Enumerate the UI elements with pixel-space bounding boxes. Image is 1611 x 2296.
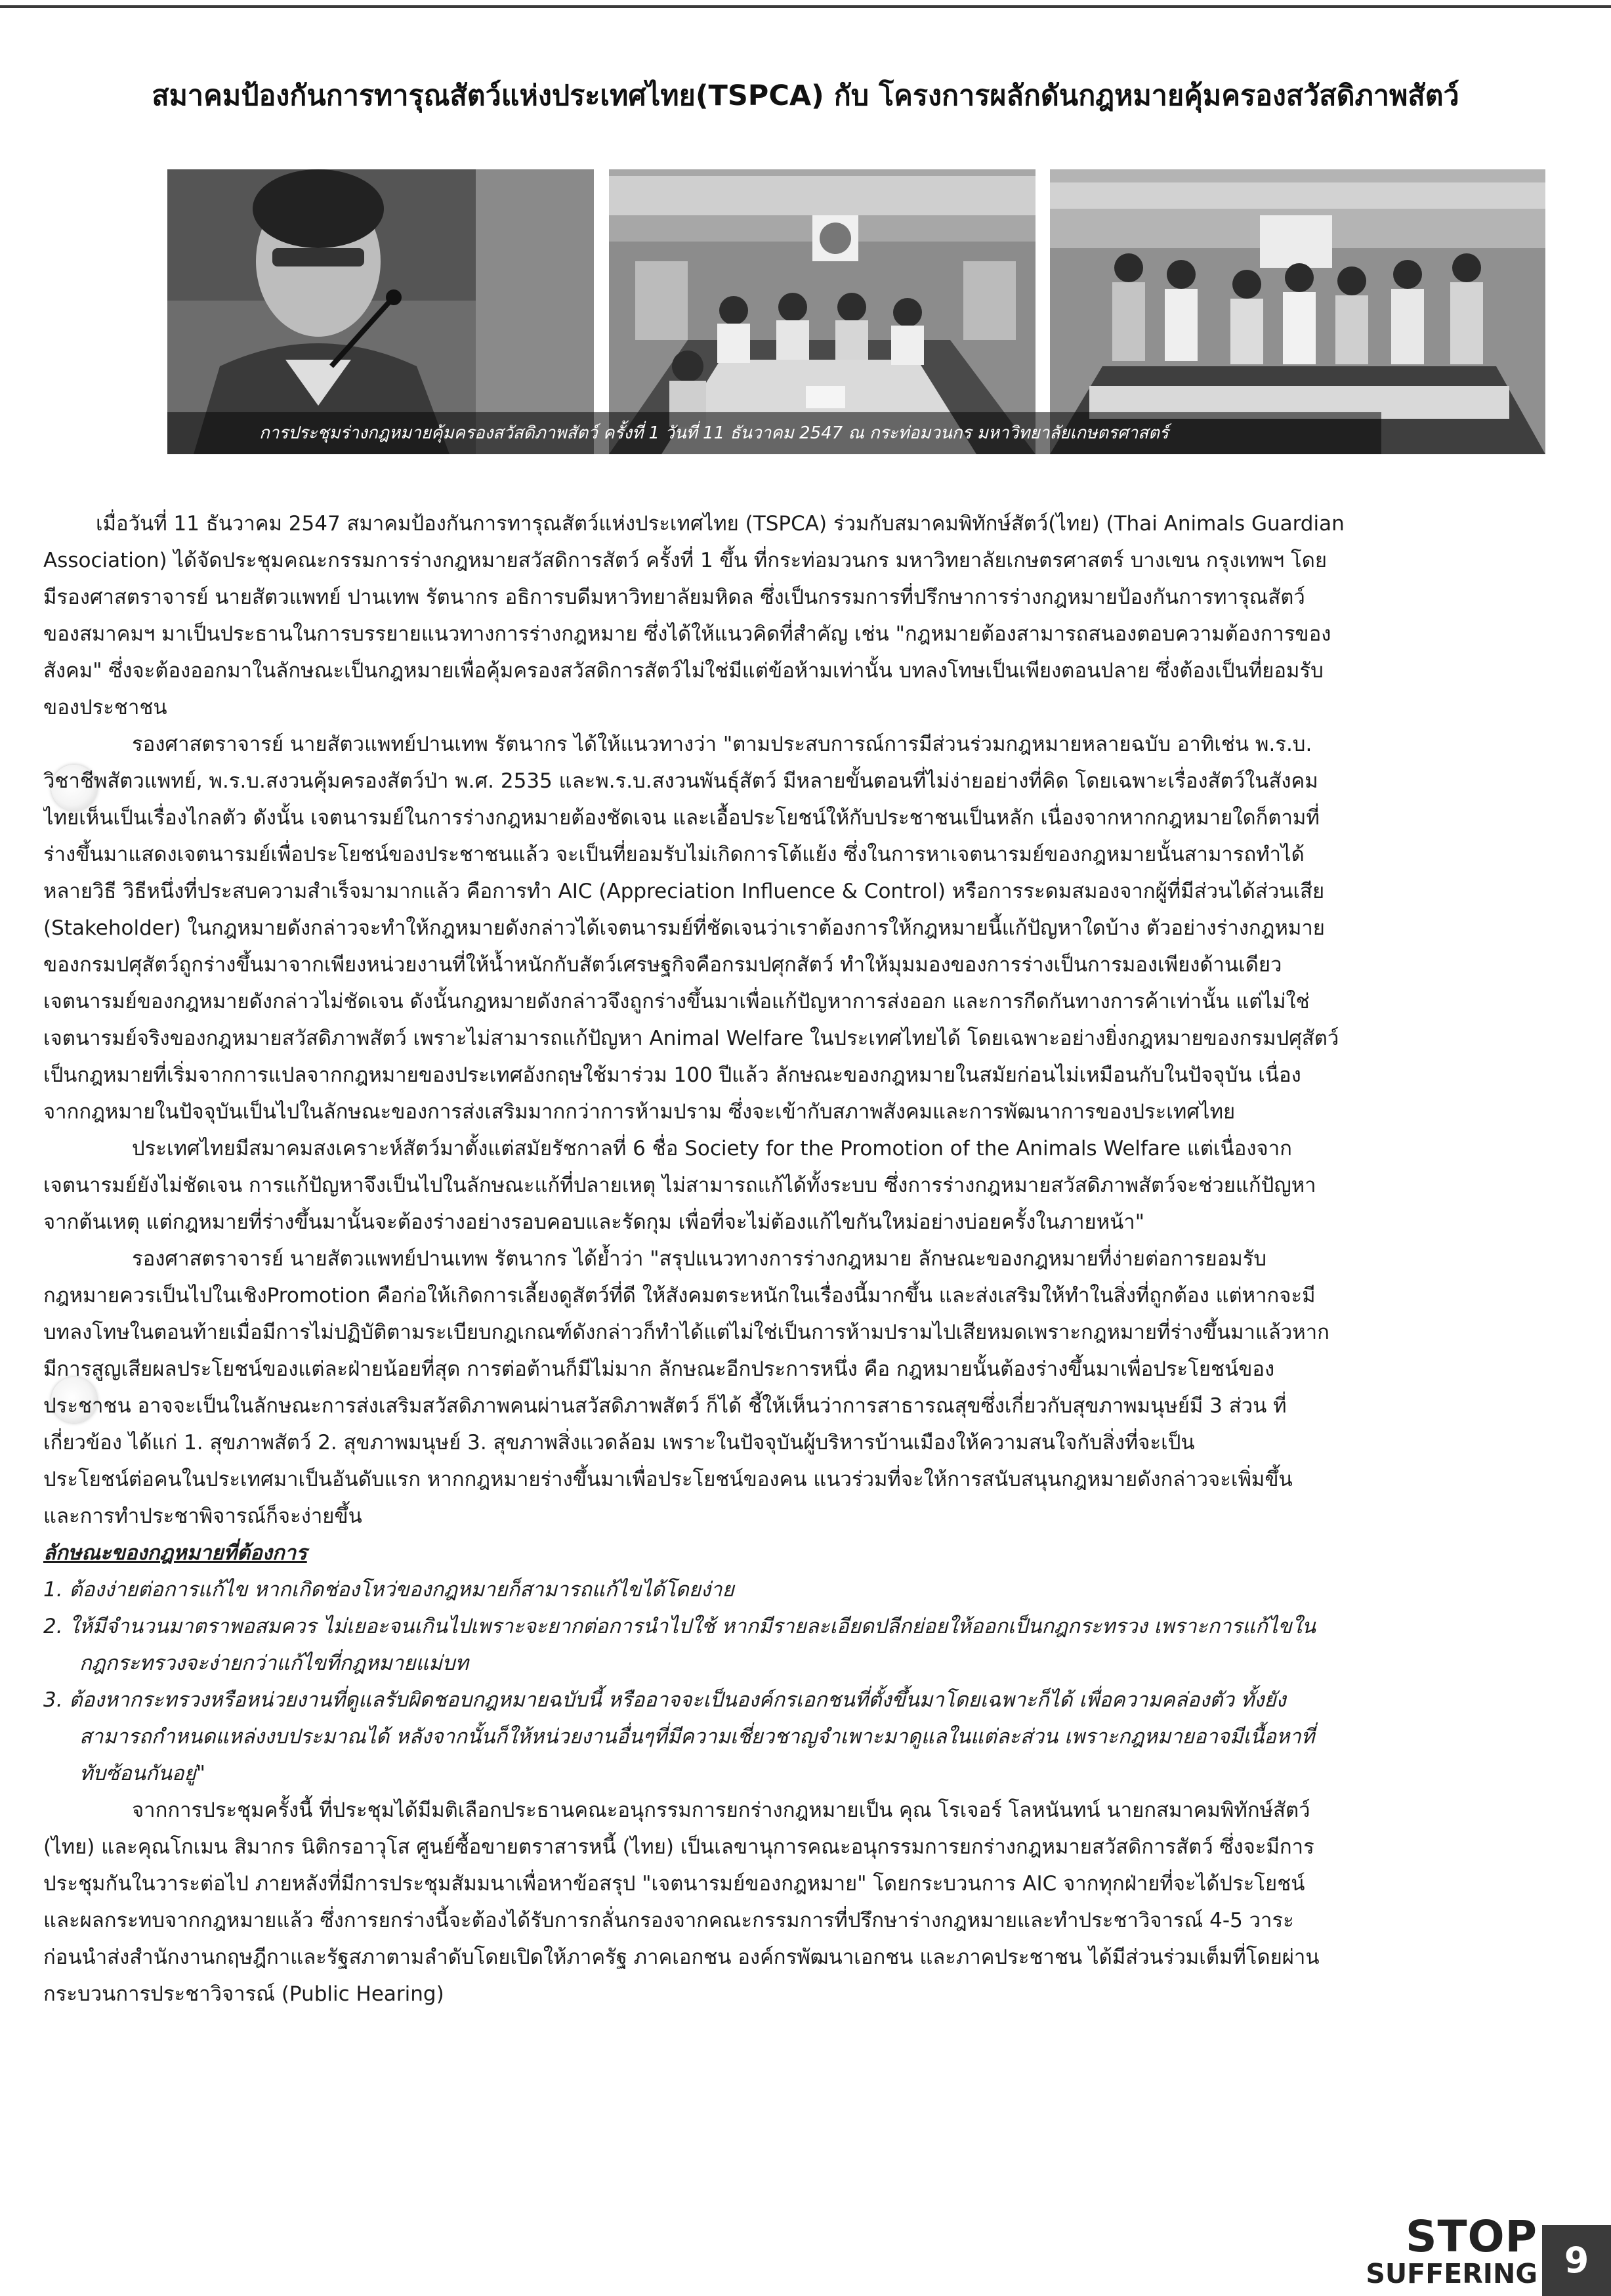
paragraph-line: สังคม" ซึ่งจะต้องออกมาในลักษณะเป็นกฎหมายเพื่อคุ้มครองสวัสดิการสัตว์ไม่ใช่มีแต่ข้อห้ามเท่านั้น บทลงโทษเป็นเพียงตอนปลาย ซึ่งต้องเป็นที่ยอมรับ [43,659,1324,683]
paragraph-line: ไทยเห็นเป็นเรื่องไกลตัว ดังนั้น เจตนารมย์ในการร่างกฎหมายต้องชัดเจน และเอื้อประโยชน์ให้กับประชาชนเป็นหลัก เนื่องจากหากกฎหมายใดก็ตามที่ [43,806,1320,830]
paragraph-line: ของประชาชน [43,696,167,719]
paragraph-line: Association) ได้จัดประชุมคณะกรรมการร่างกฎหมายสวัสดิการสัตว์ ครั้งที่ 1 ขึ้น ที่กระท่อมวนกร มหาวิทยาลัยเกษตรศาสตร์ บางเขน กรุงเทพฯ โดย [43,549,1327,572]
paragraph-line: ประเทศไทยมีสมาคมสงเคราะห์สัตว์มาตั้งแต่สมัยรัชกาลที่ 6 ชื่อ Society for the Promotion of the Animals Welfare แต่เนื่องจาก [132,1137,1292,1160]
paragraph-line: ประชุมกันในวาระต่อไป ภายหลังที่มีการประชุมสัมมนาเพื่อหาข้อสรุป "เจตนารมย์ของกฎหมาย" โดยกระบวนการ AIC จากทุกฝ่ายที่จะได้ประโยชน์ [43,1872,1305,1896]
paragraph-line: จากต้นเหตุ แต่กฎหมายที่ร่างขึ้นมานั้นจะต้องร่างอย่างรอบคอบและรัดกุม เพื่อที่จะไม่ต้องแก้ไขกันใหม่อย่างบ่อยครั้งในภายหน้า" [43,1210,1144,1234]
paragraph-line: ประชาชน อาจจะเป็นในลักษณะการส่งเสริมสวัสดิภาพคนผ่านสวัสดิภาพสัตว์ ก็ได้ ชี้ให้เห็นว่าการสาธารณสุขซึ่งเกี่ยวกับสุขภาพมนุษย์มี 3 ส่วน ที่ [43,1394,1287,1418]
paragraph-line: กระบวนการประชาวิจารณ์ (Public Hearing) [43,1982,444,2006]
paragraph-line: มีการสูญเสียผลประโยชน์ของแต่ละฝ่ายน้อยที่สุด การต่อต้านก็มีไม่มาก ลักษณะอีกประการหนึ่ง คือ กฎหมายนั้นต้องร่างขึ้นมาเพื่อประโยชน์ของ [43,1357,1275,1381]
list-item-continuation: ทับซ้อนกันอยู่" [79,1762,205,1785]
paragraph-line: วิชาชีพสัตวแพทย์, พ.ร.บ.สงวนคุ้มครองสัตว์ป่า พ.ศ. 2535 และพ.ร.บ.สงวนพันธุ์สัตว์ มีหลายขั้นตอนที่ไม่ง่ายอย่างที่คิด โดยเฉพาะเรื่องสัตว์ในสังคม [43,769,1318,793]
paragraph-line: เป็นกฎหมายที่เริ่มจากการแปลจากกฎหมายของประเทศอังกฤษใช้มาร่วม 100 ปีแล้ว ลักษณะของกฎหมายในสมัยก่อนไม่เหมือนกับในปัจจุบัน เนื่อง [43,1063,1301,1087]
list-item: 2. ให้มีจำนวนมาตราพอสมควร ไม่เยอะจนเกินไปเพราะจะยากต่อการนำไปใช้ หากมีรายละเอียดปลีกย่อยให้ออกเป็นกฎกระทรวง เพราะการแก้ไขใน [43,1615,1316,1638]
paragraph-line: เจตนารมย์จริงของกฎหมายสวัสดิภาพสัตว์ เพราะไม่สามารถแก้ปัญหา Animal Welfare ในประเทศไทยได้ โดยเฉพาะอย่างยิ่งกฎหมายของกรมปศุสัตว์ [43,1027,1339,1050]
top-rule [0,5,1611,8]
section-heading: ลักษณะของกฎหมายที่ต้องการ [43,1541,307,1565]
paragraph-line: จากกฎหมายในปัจจุบันเป็นไปในลักษณะของการส่งเสริมมากกว่าการห้ามปราม ซึ่งจะเข้ากับสภาพสังคมและการพัฒนาการของประเทศไทย [43,1100,1236,1124]
photo-caption: การประชุมร่างกฎหมายคุ้มครองสวัสดิภาพสัตว์ ครั้งที่ 1 วันที่ 11 ธันวาคม 2547 ณ กระท่อมวนกร มหาวิทยาลัยเกษตรศาสตร์ [167,412,1381,454]
paragraph-line: และการทำประชาพิจารณ์ก็จะง่ายขึ้น [43,1504,362,1528]
page-title: สมาคมป้องกันการทารุณสัตว์แห่งประเทศไทย(TSPCA) กับ โครงการผลักดันกฎหมายคุ้มครองสวัสดิภาพสัตว์ [152,79,1459,112]
brand-logo [1366,2211,1538,2289]
list-item: 1. ต้องง่ายต่อการแก้ไข หากเกิดช่องโหว่ของกฎหมายก็สามารถแก้ไขได้โดยง่าย [43,1578,734,1602]
paragraph-line: หลายวิธี วิธีหนึ่งที่ประสบความสำเร็จมามากแล้ว คือการทำ AIC (Appreciation Influence & Control) หรือการระดมสมองจากผู้ที่มีส่วนได้ส่วนเสีย [43,880,1325,903]
paragraph-line: (Stakeholder) ในกฎหมายดังกล่าวจะทำให้กฎหมายดังกล่าวได้เจตนารมย์ที่ชัดเจนว่าเราต้องการให้กฎหมายนี้แก้ปัญหาใดบ้าง ตัวอย่างร่างกฎหมาย [43,916,1325,940]
paragraph-line: กฎหมายควรเป็นไปในเชิงPromotion คือก่อให้เกิดการเลี้ยงดูสัตว์ที่ดี ให้สังคมตระหนักในเรื่องนี้มากขึ้น และส่งเสริมให้ทำในสิ่งที่ถูกต้อง แต่หากจะมี [43,1284,1316,1307]
paragraph-line: เมื่อวันที่ 11 ธันวาคม 2547 สมาคมป้องกันการทารุณสัตว์แห่งประเทศไทย (TSPCA) ร่วมกับสมาคมพิทักษ์สัตว์(ไทย) (Thai Animals Guardian [96,512,1345,536]
photo-group [1050,169,1545,454]
paragraph-line: ร่างขึ้นมาแสดงเจตนารมย์เพื่อประโยชน์ของประชาชนแล้ว จะเป็นที่ยอมรับไม่เกิดการโต้แย้ง ซึ่งในการหาเจตนารมย์ของกฎหมายนั้นสามารถทำได้ [43,843,1305,866]
paragraph-line: รองศาสตราจารย์ นายสัตวแพทย์ปานเทพ รัตนากร ได้ให้แนวทางว่า "ตามประสบการณ์การมีส่วนร่วมกฎหมายหลายฉบับ อาทิเช่น พ.ร.บ. [132,733,1312,756]
paragraph-line: บทลงโทษในตอนท้ายเมื่อมีการไม่ปฏิบัติตามระเบียบกฎเกณฑ์ดังกล่าวก็ทำได้แต่ไม่ใช่เป็นการห้ามปรามไปเสียหมดเพราะกฎหมายที่ร่างขึ้นมาแล้วหาก [43,1321,1329,1344]
paragraph-line: (ไทย) และคุณโกเมน สิมากร นิติกรอาวุโส ศูนย์ซื้อขายตราสารหนี้ (ไทย) เป็นเลขานุการคณะอนุกรรมการยกร่างกฎหมายสวัสดิการสัตว์ ซึ่งจะมีการ [43,1835,1314,1859]
brand-stop: STOP [1405,2211,1538,2262]
paragraph-line: มีรองศาสตราจารย์ นายสัตวแพทย์ ปานเทพ รัตนากร อธิการบดีมหาวิทยาลัยมหิดล ซึ่งเป็นกรรมการที่ปรึกษาการร่างกฎหมายป้องกันการทารุณสัตว์ [43,585,1305,609]
photo-meeting-table [609,169,1036,454]
list-item-continuation: กฎกระทรวงจะง่ายกว่าแก้ไขที่กฎหมายแม่บท [79,1651,469,1675]
paragraph-line: ประโยชน์ต่อคนในประเทศมาเป็นอันดับแรก หากกฎหมายร่างขึ้นมาเพื่อประโยชน์ของคน แนวร่วมที่จะให้การสนับสนุนกฎหมายดังกล่าวจะเพิ่มขึ้น [43,1468,1293,1491]
photo-strip [167,169,1545,454]
paragraph-line: รองศาสตราจารย์ นายสัตวแพทย์ปานเทพ รัตนากร ได้ย้ำว่า "สรุปแนวทางการร่างกฎหมาย ลักษณะของกฎหมายที่ง่ายต่อการยอมรับ [132,1247,1267,1271]
paragraph-line: เกี่ยวข้อง ได้แก่ 1. สุขภาพสัตว์ 2. สุขภาพมนุษย์ 3. สุขภาพสิ่งแวดล้อม เพราะในปัจจุบันผู้บริหารบ้านเมืองให้ความสนใจกับสิ่งที่จะเป็น [43,1431,1195,1455]
list-item: 3. ต้องหากระทรวงหรือหน่วยงานที่ดูแลรับผิดชอบกฎหมายฉบับนี้ หรืออาจจะเป็นองค์กรเอกชนที่ตั้งขึ้นมาโดยเฉพาะก็ได้ เพื่อความคล่องตัว ทั้งยัง [43,1688,1286,1712]
paragraph-line: เจตนารมย์ยังไม่ชัดเจน การแก้ปัญหาจึงเป็นไปในลักษณะแก้ที่ปลายเหตุ ไม่สามารถแก้ได้ทั้งระบบ ซึ่งการร่างกฎหมายสวัสดิภาพสัตว์จะช่วยแก้ปัญหา [43,1174,1316,1197]
article-body [43,505,1569,2012]
page-number: 9 [1542,2225,1611,2296]
brand-suffering: SUFFERING [1366,2258,1538,2289]
paragraph-line: จากการประชุมครั้งนี้ ที่ประชุมได้มีมติเลือกประธานคณะอนุกรรมการยกร่างกฎหมายเป็น คุณ โรเจอร์ โลหนันทน์ นายกสมาคมพิทักษ์สัตว์ [132,1798,1310,1822]
paragraph-line: ก่อนนำส่งสำนักงานกฤษฎีกาและรัฐสภาตามลำดับโดยเปิดให้ภาครัฐ ภาคเอกชน องค์กรพัฒนาเอกชน และภาคประชาชน ได้มีส่วนร่วมเต็มที่โดยผ่าน [43,1945,1320,1969]
paragraph-line: และผลกระทบจากกฎหมายแล้ว ซึ่งการยกร่างนี้จะต้องได้รับการกลั่นกรองจากคณะกรรมการที่ปรึกษาร่างกฎหมายและทำประชาวิจารณ์ 4-5 วาระ [43,1909,1294,1932]
paragraph-line: ของกรมปศุสัตว์ถูกร่างขึ้นมาจากเพียงหน่วยงานที่ให้น้ำหนักกับสัตว์เศรษฐกิจคือกรมปศุกสัตว์ ทำให้มุมมองของการร่างเป็นการมองเพียงด้านเดียว [43,953,1282,977]
paragraph-line: ของสมาคมฯ มาเป็นประธานในการบรรยายแนวทางการร่างกฎหมาย ซึ่งได้ให้แนวคิดที่สำคัญ เช่น "กฎหมายต้องสามารถสนองตอบความต้องการของ [43,622,1331,646]
photo-speaker [167,169,594,454]
list-item-continuation: สามารถกำหนดแหล่งงบประมาณได้ หลังจากนั้นก็ให้หน่วยงานอื่นๆที่มีความเชี่ยวชาญจำเพาะมาดูแลในแต่ละส่วน เพราะกฎหมายอาจมีเนื้อหาที่ [79,1725,1315,1749]
paragraph-line: เจตนารมย์ของกฎหมายดังกล่าวไม่ชัดเจน ดังนั้นกฎหมายดังกล่าวจึงถูกร่างขึ้นมาเพื่อแก้ปัญหาการส่งออก และการกีดกันทางการค้าเท่านั้น แต่ไม่ใช่ [43,990,1310,1013]
